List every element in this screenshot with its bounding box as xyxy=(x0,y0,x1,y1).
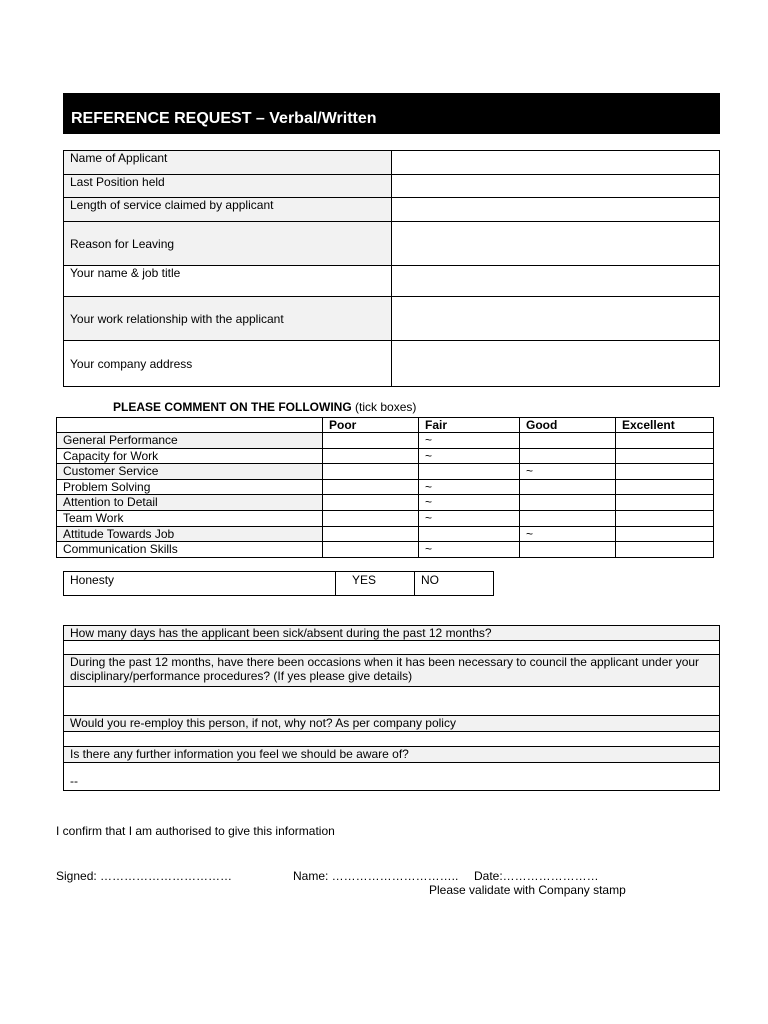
rating-cell-excellent[interactable] xyxy=(616,526,714,542)
rating-cell-fair[interactable]: ~ xyxy=(419,510,520,526)
honesty-no[interactable]: NO xyxy=(415,572,494,596)
rating-header-poor: Poor xyxy=(323,418,419,433)
rating-cell-fair[interactable]: ~ xyxy=(419,542,520,558)
applicant-details-table xyxy=(63,150,720,387)
rating-cell-poor[interactable] xyxy=(323,542,419,558)
skill-label: Problem Solving xyxy=(57,479,323,495)
stamp-note: Please validate with Company stamp xyxy=(429,883,626,897)
skill-label: Team Work xyxy=(57,510,323,526)
rating-header-excellent: Excellent xyxy=(616,418,714,433)
comment-heading-text: PLEASE COMMENT ON THE FOLLOWING xyxy=(113,400,352,414)
rating-cell-good[interactable] xyxy=(520,479,616,495)
answer-further-info[interactable]: -- xyxy=(64,763,720,791)
rating-row xyxy=(57,448,714,464)
rating-cell-good[interactable] xyxy=(520,448,616,464)
question-further-info: Is there any further information you feel we should be aware of? xyxy=(64,747,720,763)
answer-re-employ[interactable] xyxy=(64,732,720,747)
rating-cell-excellent[interactable] xyxy=(616,448,714,464)
rating-cell-excellent[interactable] xyxy=(616,464,714,480)
rating-cell-good[interactable] xyxy=(520,433,616,449)
question-re-employ: Would you re-employ this person, if not, why not? As per company policy xyxy=(64,716,720,732)
rating-row xyxy=(57,433,714,449)
honesty-label: Honesty xyxy=(64,572,336,596)
answer-sick-days[interactable] xyxy=(64,641,720,655)
rating-cell-good[interactable] xyxy=(520,510,616,526)
rating-row xyxy=(57,510,714,526)
rating-cell-good[interactable] xyxy=(520,495,616,511)
field-label: Last Position held xyxy=(64,175,392,198)
ratings-table xyxy=(56,417,714,558)
rating-cell-fair[interactable]: ~ xyxy=(419,448,520,464)
field-label: Name of Applicant xyxy=(64,151,392,175)
field-input[interactable] xyxy=(392,151,720,175)
field-input[interactable] xyxy=(392,175,720,198)
signed-line[interactable]: Signed: …………………………… xyxy=(56,869,233,883)
name-line[interactable]: Name: ………………………….. xyxy=(293,869,459,883)
rating-cell-fair[interactable] xyxy=(419,526,520,542)
form-title: REFERENCE REQUEST – Verbal/Written xyxy=(63,93,720,134)
rating-cell-good[interactable]: ~ xyxy=(520,464,616,480)
rating-cell-poor[interactable] xyxy=(323,510,419,526)
rating-row xyxy=(57,495,714,511)
skill-label: Customer Service xyxy=(57,464,323,480)
field-input[interactable] xyxy=(392,297,720,341)
field-input[interactable] xyxy=(392,266,720,297)
field-label: Your company address xyxy=(64,341,392,387)
rating-cell-poor[interactable] xyxy=(323,495,419,511)
question-sick-days: How many days has the applicant been sick/absent during the past 12 months? xyxy=(64,626,720,641)
rating-row xyxy=(57,464,714,480)
field-label: Length of service claimed by applicant xyxy=(64,198,392,222)
skill-label: Capacity for Work xyxy=(57,448,323,464)
rating-cell-excellent[interactable] xyxy=(616,510,714,526)
rating-header-good: Good xyxy=(520,418,616,433)
skill-label: Communication Skills xyxy=(57,542,323,558)
answer-disciplinary[interactable] xyxy=(64,687,720,716)
skill-label: Attention to Detail xyxy=(57,495,323,511)
comment-heading xyxy=(113,400,416,414)
rating-row xyxy=(57,542,714,558)
rating-cell-poor[interactable] xyxy=(323,464,419,480)
rating-cell-excellent[interactable] xyxy=(616,542,714,558)
skill-label: Attitude Towards Job xyxy=(57,526,323,542)
honesty-table xyxy=(63,571,494,596)
rating-cell-fair[interactable]: ~ xyxy=(419,495,520,511)
rating-cell-good[interactable] xyxy=(520,542,616,558)
rating-cell-fair[interactable]: ~ xyxy=(419,433,520,449)
rating-cell-excellent[interactable] xyxy=(616,479,714,495)
confirm-text: I confirm that I am authorised to give this information xyxy=(56,824,335,838)
field-input[interactable] xyxy=(392,341,720,387)
rating-cell-excellent[interactable] xyxy=(616,433,714,449)
rating-cell-fair[interactable] xyxy=(419,464,520,480)
field-input[interactable] xyxy=(392,198,720,222)
skill-label: General Performance xyxy=(57,433,323,449)
rating-cell-poor[interactable] xyxy=(323,433,419,449)
honesty-yes[interactable]: YES xyxy=(336,572,415,596)
skill-header xyxy=(57,418,323,433)
date-line[interactable]: Date:…………………… xyxy=(474,869,599,883)
field-label: Your name & job title xyxy=(64,266,392,297)
questions-table xyxy=(63,625,720,791)
field-input[interactable] xyxy=(392,222,720,266)
field-label: Reason for Leaving xyxy=(64,222,392,266)
rating-cell-poor[interactable] xyxy=(323,448,419,464)
rating-cell-poor[interactable] xyxy=(323,479,419,495)
rating-row xyxy=(57,479,714,495)
rating-cell-good[interactable]: ~ xyxy=(520,526,616,542)
rating-row xyxy=(57,526,714,542)
comment-heading-note: (tick boxes) xyxy=(355,400,417,414)
rating-cell-excellent[interactable] xyxy=(616,495,714,511)
rating-header-fair: Fair xyxy=(419,418,520,433)
rating-cell-fair[interactable]: ~ xyxy=(419,479,520,495)
rating-cell-poor[interactable] xyxy=(323,526,419,542)
field-label: Your work relationship with the applicant xyxy=(64,297,392,341)
question-disciplinary: During the past 12 months, have there been occasions when it has been necessary to council the applicant under your disciplinary/performance procedures? (If yes please give details) xyxy=(64,655,720,687)
